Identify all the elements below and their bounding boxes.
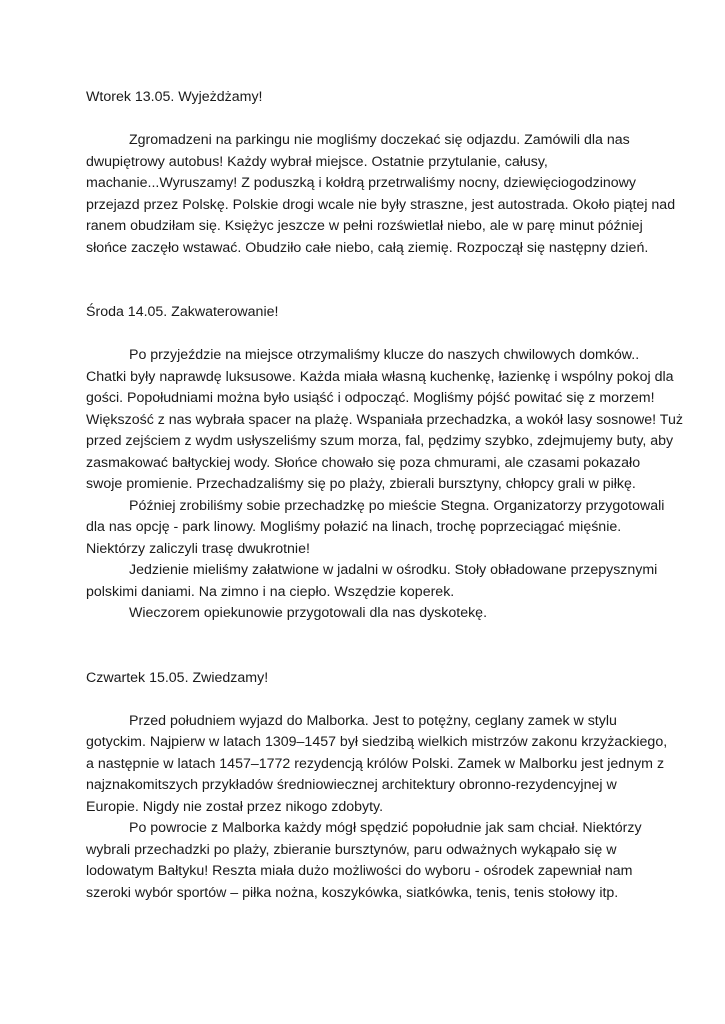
text-line: Zgromadzeni na parkingu nie mogliśmy doczekać się odjazdu. Zamówili dla nas: [129, 132, 630, 148]
text-line: Chatki były naprawdę luksusowe. Każda miała własną kuchenkę, łazienkę i wspólny pokoj dla: [86, 368, 674, 385]
text-line: zasmakować bałtyckiej wody. Słońce chowało się poza chmurami, ale czasami pokazało: [86, 454, 641, 471]
text-line: dla nas opcję - park linowy. Mogliśmy połazić na linach, trochę poprzeciągać mięśnie.: [86, 519, 622, 535]
text-line: Przed południem wyjazd do Malborka. Jest to potężny, ceglany zamek w stylu: [129, 712, 617, 729]
text-line: gotyckim. Najpierw w latach 1309–1457 był siedzibą wielkich mistrzów zakonu krzyżackiego,: [86, 734, 668, 750]
text-line: Wieczorem opiekunowie przygotowali dla nas dyskotekę.: [129, 605, 488, 621]
section-heading: Środa 14.05. Zakwaterowanie!: [86, 304, 279, 320]
section-heading: Czwartek 15.05. Zwiedzamy!: [86, 669, 269, 686]
paragraph: [86, 603, 652, 625]
section-tuesday: [86, 87, 676, 259]
paragraph: [86, 560, 658, 603]
section-heading: Wtorek 13.05. Wyjeżdżamy!: [86, 89, 263, 105]
text-line: szeroki wybór sportów – piłka nożna, koszykówka, siatkówka, tenis, tenis stołowy itp.: [86, 884, 619, 901]
text-line: ranem obudziłam się. Księżyc jeszcze w pełni rozświetlał niebo, ale w parę minut później: [86, 218, 643, 234]
text-line: dwupiętrowy autobus! Każdy wybrał miejsce. Ostatnie przytulanie, całusy,: [86, 153, 548, 170]
text-line: lodowatym Bałtyku! Reszta miała dużo możliwości do wyboru - ośrodek zapewniał nam: [86, 863, 633, 879]
document-page: [86, 87, 683, 904]
text-line: swoje promienie. Przechadzaliśmy się po plaży, zbierali bursztyny, chłopcy grali w piłkę.: [86, 476, 636, 492]
text-line: gości. Popołudniami można było usiąść i odpocząć. Mogliśmy pójść powitać się z morzem!: [86, 390, 655, 406]
text-line: Większość z nas wybrała spacer na plażę. Wspaniała przechadzka, a wokół lasy sosnowe! Tuż: [86, 411, 683, 428]
section-wednesday: [86, 302, 683, 625]
text-line: Niektórzy zaliczyli trasę dwukrotnie!: [86, 540, 310, 557]
paragraph: [86, 130, 676, 259]
paragraph: [86, 711, 668, 819]
paragraph: [86, 496, 665, 561]
text-line: Europie. Nigdy nie został przez nikogo zdobyty.: [86, 798, 384, 815]
text-line: polskimi daniami. Na zimno i na ciepło. Wszędzie koperek.: [86, 583, 455, 600]
text-line: przed zejściem z wydm usłyszeliśmy szum morza, fal, pędzimy szybko, zdejmujemy buty, aby: [86, 433, 674, 449]
paragraph: [86, 818, 652, 904]
section-thursday: [86, 668, 668, 905]
text-line: Jedzienie mieliśmy załatwione w jadalni w ośrodku. Stoły obładowane przepysznymi: [129, 562, 658, 578]
text-line: machanie...Wyruszamy! Z poduszką i kołdrą przetrwaliśmy nocny, dziewięciogodzinowy: [86, 175, 636, 191]
text-line: Po powrocie z Malborka każdy mógł spędzić popołudnie jak sam chciał. Niektórzy: [129, 820, 642, 836]
text-line: przejazd przez Polskę. Polskie drogi wcale nie były straszne, jest autostrada. Około piątej nad: [86, 196, 676, 213]
text-line: słońce zaczęło wstawać. Obudziło całe niebo, całą ziemię. Rozpoczął się następny dzień.: [86, 239, 649, 256]
paragraph: [86, 345, 683, 496]
text-line: a następnie w latach 1457–1772 rezydencją królów Polski. Zamek w Malborku jest jednym z: [86, 755, 665, 772]
text-line: najznakomitszych przykładów średniowiecznej architektury obronno-rezydencyjnej w: [86, 777, 617, 793]
text-line: Później zrobiliśmy sobie przechadzkę po mieście Stegna. Organizatorzy przygotowali: [129, 497, 665, 514]
text-line: Po przyjeździe na miejsce otrzymaliśmy klucze do naszych chwilowych domków..: [129, 347, 640, 363]
text-line: wybrali przechadzki po plaży, zbieranie bursztynów, paru odważnych wykąpało się w: [86, 841, 617, 858]
